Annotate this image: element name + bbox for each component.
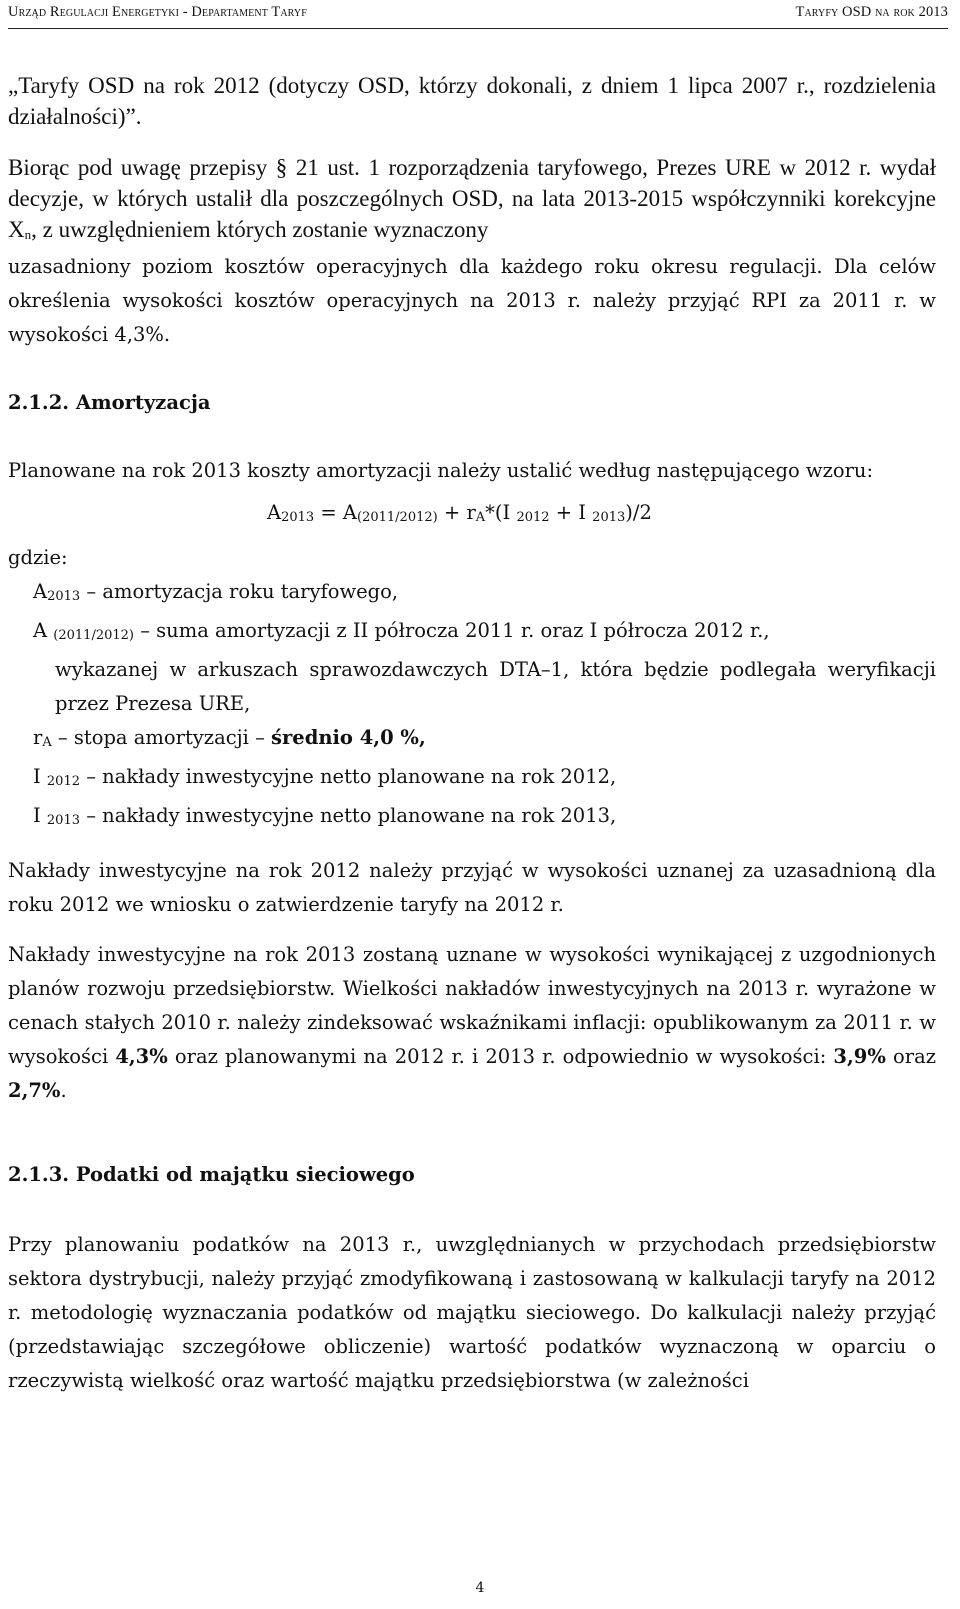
document-body [8,70,936,1398]
definition-a2013: $A_{2013}$ – amortyzacja roku taryfowego, [33,580,399,604]
podatki-paragraph: Przy planowaniu podatków na 2013 r., uwzględnianych w przychodach przedsiębiorstw sektora dystrybucji, należy przyjąć zmodyfikowaną i zastosowaną w kalkulacji taryfy na 2012 r. metodologię wyznaczania podatków od majątku sieciowego. Do kalkulacji należy przyjąć (przedstawiając szczegółowe obliczenie) wartość podatków wyznaczoną w oparciu o rzeczywistą wielkość oraz wartość majątku przedsiębiorstwa (w zależności [8,1233,936,1392]
naklady-2013-paragraph: Nakłady inwestycyjne na rok 2013 zostaną uznane w wysokości wynikającej z uzgodnionych planów rozwoju przedsiębiorstw. Wielkości nakładów inwestycyjnych na 2013 r. wyrażone w cenach stałych 2010 r. należy zindeksować wskaźnikami inflacji: opublikowanym za 2011 r. w wysokości 4,3% oraz planowanymi na 2012 r. i 2013 r. odpowiednio w wysokości: 3,9% oraz 2,7%. [8,943,936,1102]
naklady-2012-paragraph: Nakłady inwestycyjne na rok 2012 należy przyjąć w wysokości uznanej za uzasadnioną dla roku 2012 we wniosku o zatwierdzenie taryfy na 2012 r. [8,859,936,916]
page-header [8,4,948,29]
intro-paragraph-2: Biorąc pod uwagę przepisy § 21 ust. 1 rozporządzenia taryfowego, Prezes URE w 2012 r. wydał decyzje, w których ustalił dla poszczególnych OSD, na lata 2013-2015 współczynniki korekcyjne $X_n$, z uwzględnieniem których zostanie wyznaczony [8,155,936,242]
header-left-title: Urząd Regulacji Energetyki - Departament Taryf [8,4,307,20]
definition-a20112012: A $_{(2011/2012)}$ – suma amortyzacji z II półrocza 2011 r. oraz I półrocza 2012 r., wykazanej w arkuszach sprawozdawczych DTA–1, która będzie podlegała weryfikacji przez Prezesa URE, [33,619,936,715]
gdzie-label: gdzie: [8,546,68,569]
definition-i2012: I $_{2012}$ – nakłady inwestycyjne netto planowane na rok 2012, [33,765,617,789]
amortization-formula: $A_{2013} = A_{(2011/2012)} + r_A*(I$ $_{2012}$ + I $_{2013}$)/2 [267,501,652,525]
section-heading-amortyzacja: 2.1.2. Amortyzacja [8,391,211,414]
page-number: 4 [475,1580,485,1596]
definition-i2013: I $_{2013}$ – nakłady inwestycyjne netto planowane na rok 2013, [33,804,617,828]
section-heading-podatki: 2.1.3. Podatki od majątku sieciowego [8,1163,415,1186]
amortyzacja-intro: Planowane na rok 2013 koszty amortyzacji należy ustalić według następującego wzoru: [8,459,874,482]
intro-paragraph-3: uzasadniony poziom kosztów operacyjnych dla każdego roku okresu regulacji. Dla celów określenia wysokości kosztów operacyjnych na 2013 r. należy przyjąć RPI za 2011 r. w wysokości 4,3%. [8,255,936,346]
header-right-title: Taryfy OSD na rok 2013 [795,4,948,20]
intro-paragraph-1: „Taryfy OSD na rok 2012 (dotyczy OSD, którzy dokonali, z dniem 1 lipca 2007 r., rozdzielenia działalności)”. [8,73,936,129]
definition-ra: $r_A$ – stopa amortyzacji – średnio 4,0 %, [33,726,426,750]
